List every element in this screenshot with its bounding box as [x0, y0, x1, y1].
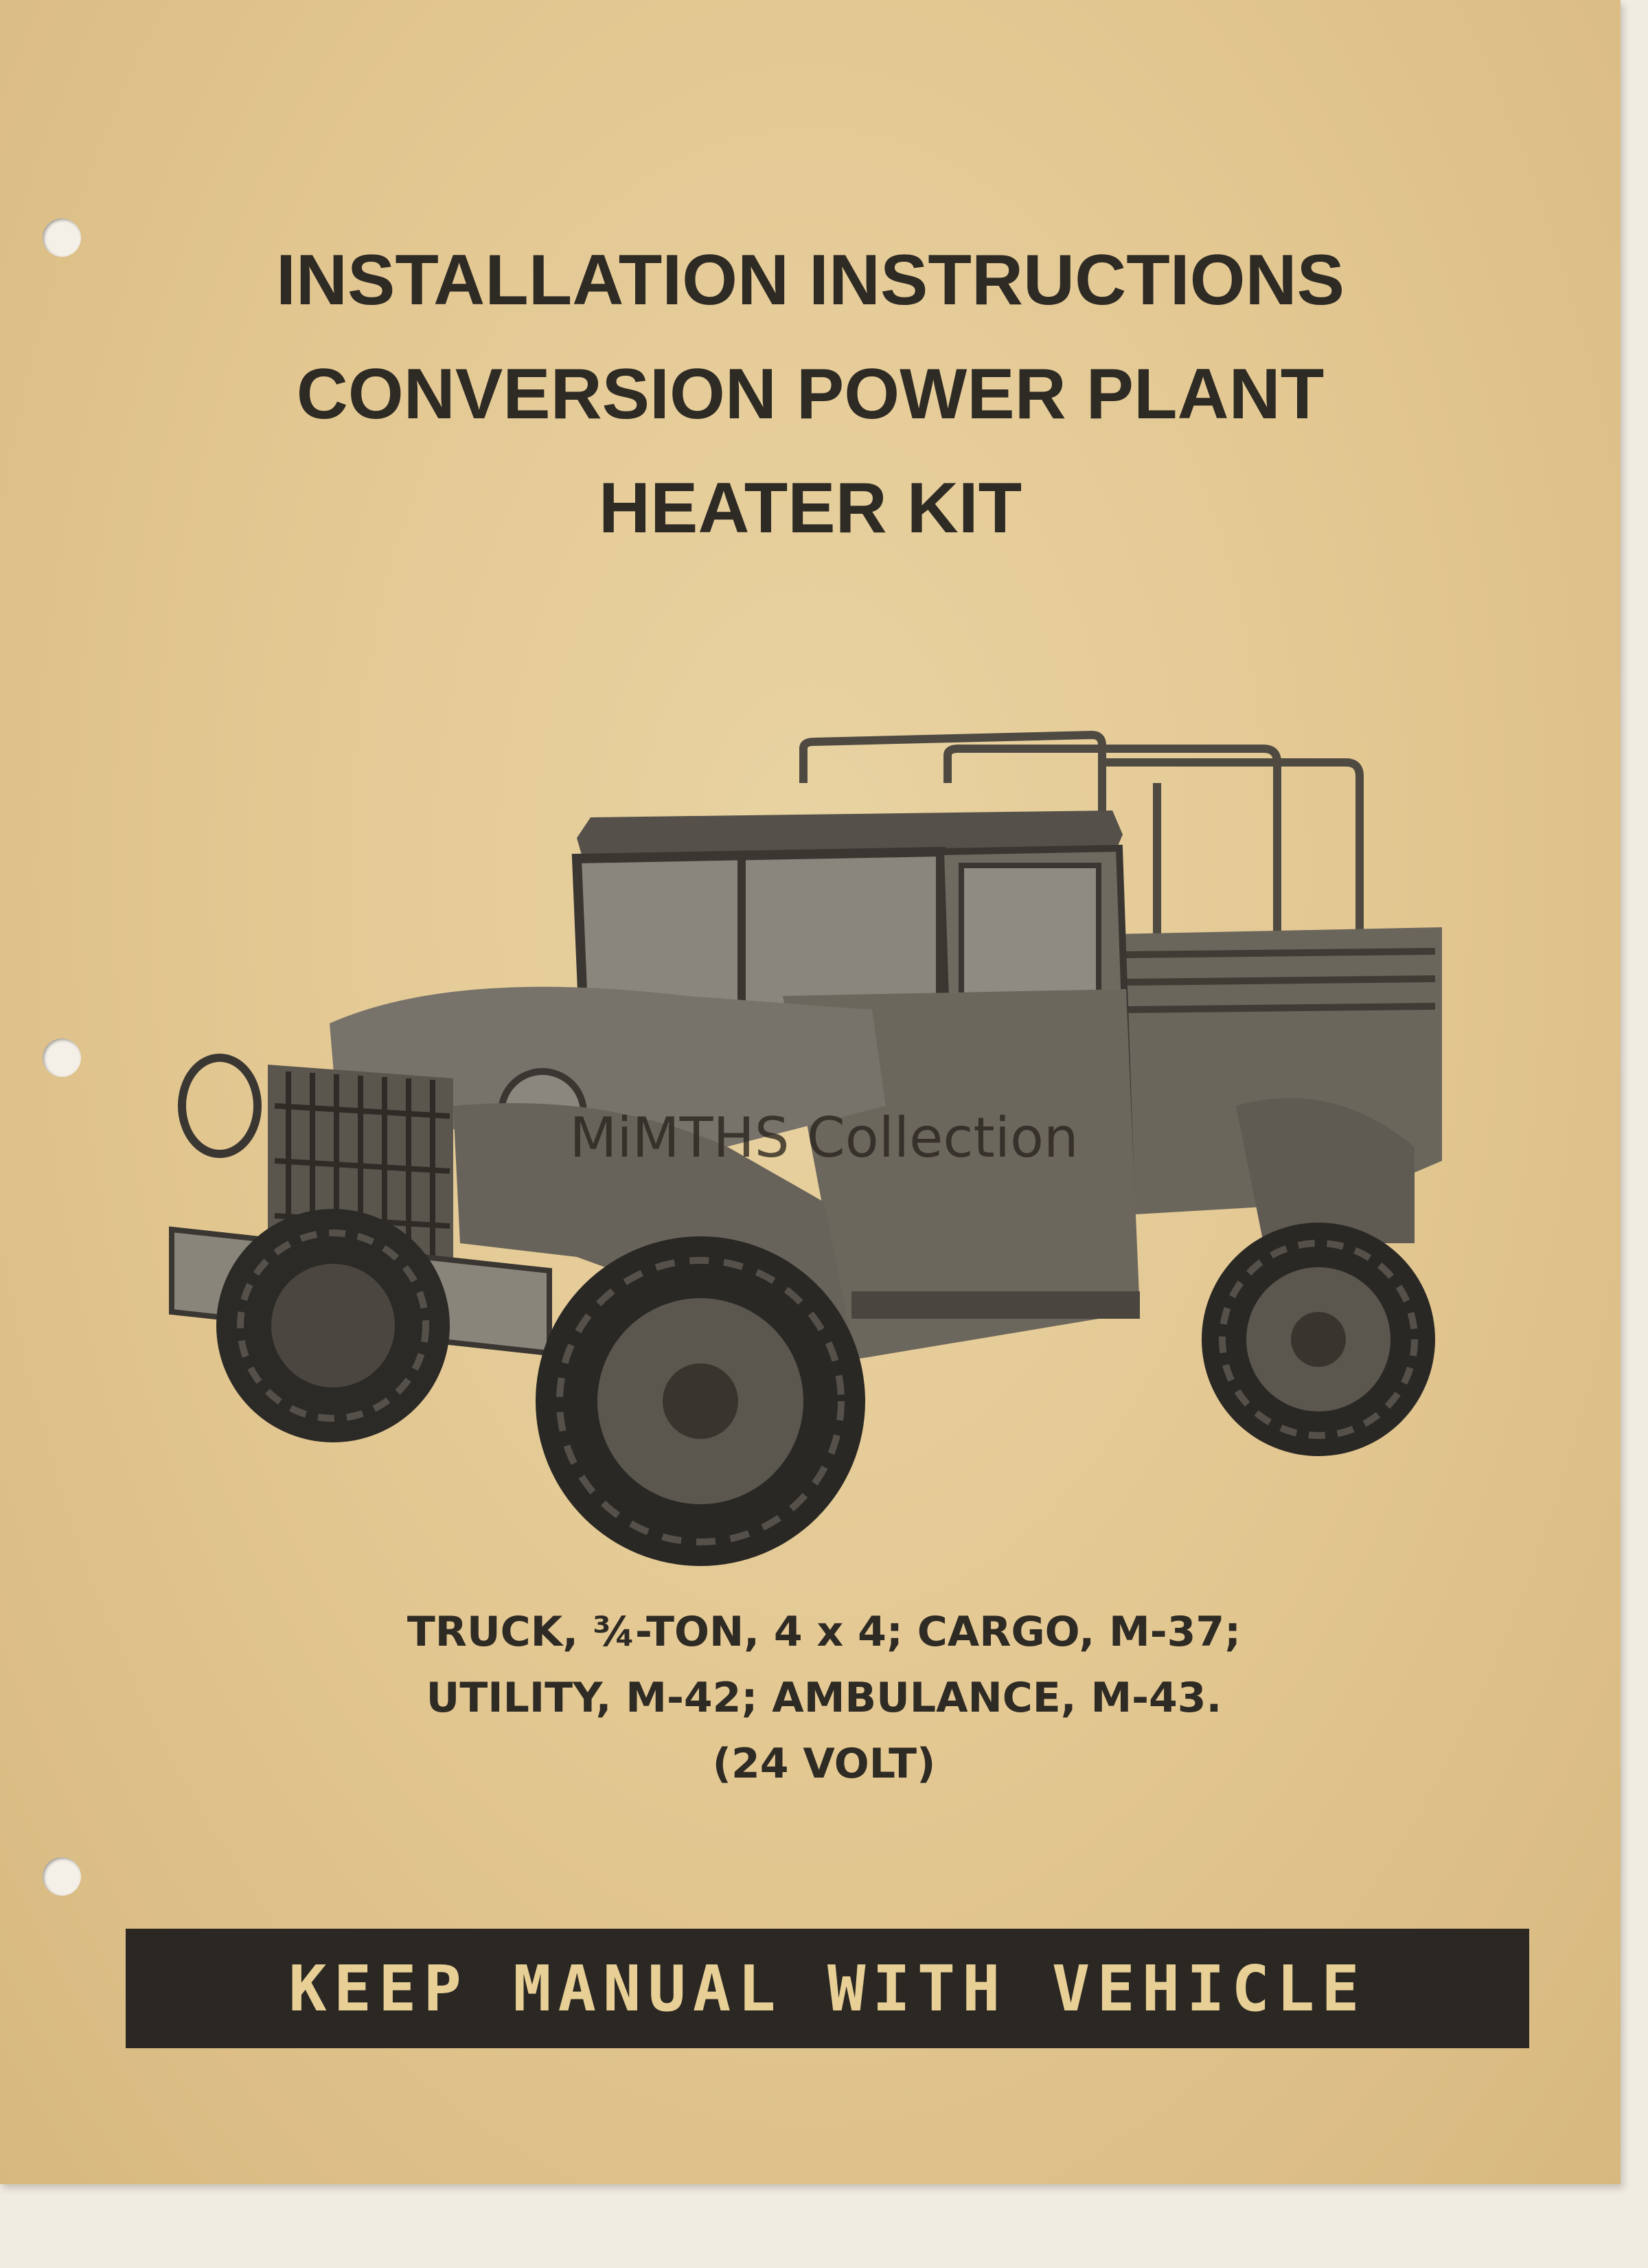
punch-hole-middle	[43, 1039, 81, 1077]
subtitle-line-2: UTILITY, M-42; AMBULANCE, M-43.	[426, 1674, 1222, 1722]
subtitle-line-1: TRUCK, ¾-TON, 4 x 4; CARGO, M-37;	[407, 1608, 1241, 1656]
punch-hole-bottom	[43, 1857, 81, 1896]
keep-manual-banner	[126, 1929, 1529, 2048]
title-line-2: CONVERSION POWER PLANT	[296, 354, 1325, 434]
subtitle-line-3: (24 VOLT)	[712, 1740, 936, 1788]
banner-text: KEEP MANUAL WITH VEHICLE	[288, 1952, 1366, 2026]
collection-watermark: MiMTHS Collection	[569, 1106, 1079, 1170]
title-line-3: HEATER KIT	[598, 468, 1022, 548]
title-line-1: INSTALLATION INSTRUCTIONS	[275, 240, 1345, 320]
